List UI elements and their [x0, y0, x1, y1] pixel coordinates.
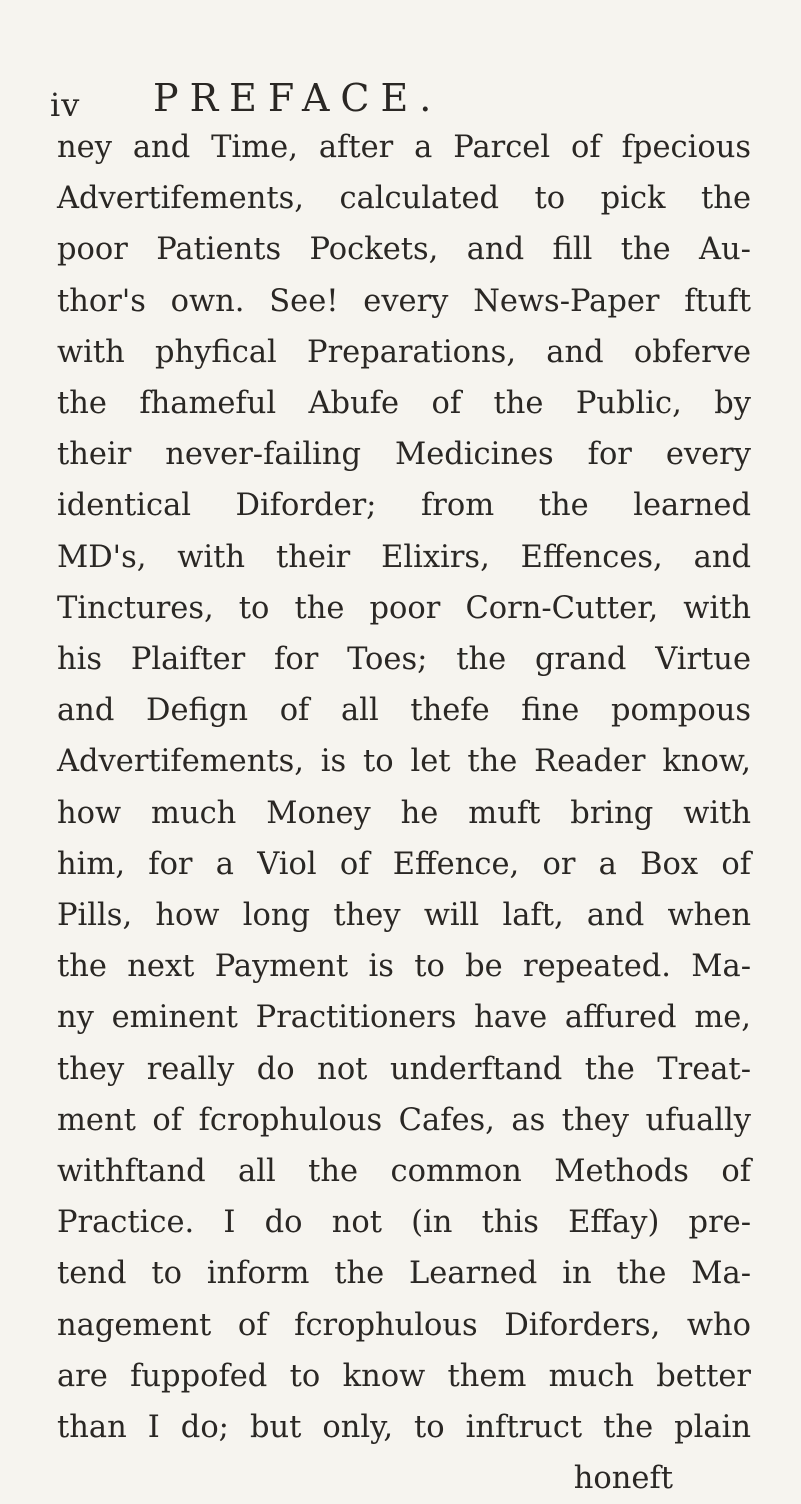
text-line: thor's own. See! every News-Paper ftuft — [57, 283, 751, 319]
text-line: ney and Time, after a Parcel of fpecious — [57, 130, 751, 165]
catchword: honeft — [573, 1461, 673, 1497]
text-line: their never-failing Medicines for every — [57, 437, 751, 473]
text-line: they really do not underftand the Treat- — [57, 1051, 751, 1087]
text-line: his Plaifter for Toes; the grand Virtue — [57, 642, 751, 678]
text-line: tend to inform the Learned in the Ma- — [57, 1256, 751, 1292]
text-line: Pills, how long they will laft, and when — [57, 898, 751, 934]
text-line: ny eminent Practitioners have affured me, — [57, 1000, 751, 1036]
text-line: than I do; but only, to inftruct the plain — [57, 1410, 751, 1446]
text-line: withftand all the common Methods of — [57, 1154, 751, 1190]
text-line: ment of fcrophulous Cafes, as they ufually — [57, 1102, 751, 1138]
text-line: MD's, with their Elixirs, Effences, and — [57, 539, 751, 575]
text-line: nagement of fcrophulous Diforders, who — [57, 1307, 751, 1343]
text-line: poor Patients Pockets, and fill the Au- — [57, 232, 751, 268]
text-line: him, for a Viol of Effence, or a Box of — [57, 846, 751, 882]
text-line: the fhameful Abufe of the Public, by — [57, 386, 751, 422]
text-line: identical Diforder; from the learned — [57, 488, 751, 524]
page-header — [50, 76, 750, 124]
running-head: PREFACE. — [153, 76, 443, 120]
text-line: Advertifements, calculated to pick the — [57, 181, 751, 217]
text-line: Practice. I do not (in this Effay) pre- — [57, 1205, 751, 1241]
text-line: Tinctures, to the poor Corn-Cutter, with — [57, 590, 751, 626]
text-line: how much Money he muft bring with — [57, 795, 751, 831]
body-text — [57, 122, 751, 1504]
page-number: iv — [50, 86, 81, 124]
text-line: with phyfical Preparations, and obferve — [57, 334, 751, 370]
text-line: the next Payment is to be repeated. Ma- — [57, 949, 751, 985]
text-line: Advertifements, is to let the Reader know, — [57, 744, 751, 780]
text-line: and Defign of all thefe fine pompous — [57, 693, 751, 729]
text-line: are fuppofed to know them much better — [57, 1358, 751, 1394]
